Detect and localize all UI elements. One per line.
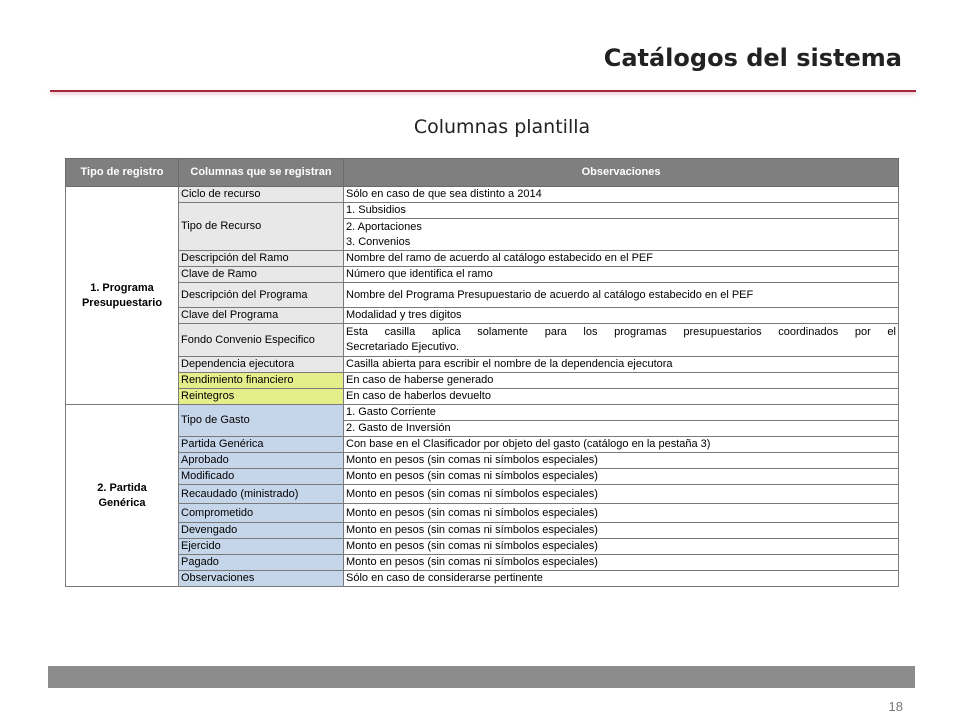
group-label-line: 1. Programa bbox=[90, 281, 154, 294]
column-name-cell: Pagado bbox=[179, 555, 344, 571]
observation-cell: Monto en pesos (sin comas ni símbolos especiales) bbox=[344, 485, 899, 504]
column-name-cell: Clave de Ramo bbox=[179, 267, 344, 283]
table-row bbox=[66, 539, 899, 555]
table-row bbox=[66, 437, 899, 453]
table-row bbox=[66, 555, 899, 571]
column-name-cell: Partida Genérica bbox=[179, 437, 344, 453]
column-name-cell: Comprometido bbox=[179, 504, 344, 523]
table-row bbox=[66, 504, 899, 523]
observation-cell: Sólo en caso de considerarse pertinente bbox=[344, 571, 899, 587]
column-name-cell: Descripción del Programa bbox=[179, 283, 344, 308]
table-row bbox=[66, 251, 899, 267]
column-name-cell: Fondo Convenio Especifico bbox=[179, 324, 344, 357]
footer-bar bbox=[48, 666, 915, 688]
observation-cell: En caso de haberlos devuelto bbox=[344, 389, 899, 405]
table-row bbox=[66, 373, 899, 389]
table-row bbox=[66, 523, 899, 539]
observation-cell: Casilla abierta para escribir el nombre de la dependencia ejecutora bbox=[344, 357, 899, 373]
table-row bbox=[66, 453, 899, 469]
table-row bbox=[66, 324, 899, 357]
column-name-cell: Reintegros bbox=[179, 389, 344, 405]
table-row bbox=[66, 405, 899, 421]
group-partida-generica bbox=[66, 405, 179, 587]
column-name-cell: Modificado bbox=[179, 469, 344, 485]
header-observaciones: Observaciones bbox=[344, 159, 899, 187]
group-label-line: Presupuestario bbox=[81, 296, 163, 309]
table-header-row bbox=[66, 159, 899, 187]
observation-cell bbox=[344, 324, 899, 357]
group-label-line: Genérica bbox=[98, 496, 146, 509]
table-row bbox=[66, 389, 899, 405]
table-row bbox=[66, 485, 899, 504]
group-label-line: 2. Partida bbox=[97, 481, 147, 494]
observation-cell: 3. Convenios bbox=[344, 235, 899, 251]
column-name-cell: Tipo de Gasto bbox=[179, 405, 344, 437]
column-name-cell: Ejercido bbox=[179, 539, 344, 555]
observation-cell: 1. Gasto Corriente bbox=[344, 405, 899, 421]
table-row bbox=[66, 308, 899, 324]
header-columnas: Columnas que se registran bbox=[179, 159, 344, 187]
table-row bbox=[66, 203, 899, 219]
observation-cell: Nombre del ramo de acuerdo al catálogo estabecido en el PEF bbox=[344, 251, 899, 267]
table-row bbox=[66, 357, 899, 373]
observation-cell: Monto en pesos (sin comas ni símbolos especiales) bbox=[344, 504, 899, 523]
column-name-cell: Devengado bbox=[179, 523, 344, 539]
observation-cell: Monto en pesos (sin comas ni símbolos especiales) bbox=[344, 523, 899, 539]
observation-cell: Nombre del Programa Presupuestario de acuerdo al catálogo estabecido en el PEF bbox=[344, 283, 899, 308]
group-programa-presupuestario bbox=[66, 187, 179, 405]
column-name-cell: Observaciones bbox=[179, 571, 344, 587]
observation-cell: Monto en pesos (sin comas ni símbolos especiales) bbox=[344, 539, 899, 555]
page-number: 18 bbox=[888, 699, 903, 714]
table-row bbox=[66, 469, 899, 485]
column-name-cell: Aprobado bbox=[179, 453, 344, 469]
column-name-cell: Dependencia ejecutora bbox=[179, 357, 344, 373]
table-row bbox=[66, 283, 899, 308]
slide-title: Catálogos del sistema bbox=[603, 44, 902, 72]
observation-cell: 2. Gasto de Inversión bbox=[344, 421, 899, 437]
observation-line: Secretariado Ejecutivo. bbox=[346, 341, 460, 353]
observation-cell: En caso de haberse generado bbox=[344, 373, 899, 389]
column-name-cell: Rendimiento financiero bbox=[179, 373, 344, 389]
observation-cell: Número que identifica el ramo bbox=[344, 267, 899, 283]
observation-cell: Modalidad y tres digitos bbox=[344, 308, 899, 324]
catalog-table bbox=[65, 158, 899, 587]
observation-line: Esta casilla aplica solamente para los programas presupuestarios coordinados por el bbox=[346, 326, 896, 338]
column-name-cell: Tipo de Recurso bbox=[179, 203, 344, 251]
column-name-cell: Descripción del Ramo bbox=[179, 251, 344, 267]
table-row bbox=[66, 571, 899, 587]
observation-cell: Sólo en caso de que sea distinto a 2014 bbox=[344, 187, 899, 203]
observation-cell: Monto en pesos (sin comas ni símbolos especiales) bbox=[344, 555, 899, 571]
observation-cell: 2. Aportaciones bbox=[344, 219, 899, 236]
slide-subtitle: Columnas plantilla bbox=[413, 116, 591, 138]
observation-cell: 1. Subsidios bbox=[344, 203, 899, 219]
table-row bbox=[66, 187, 899, 203]
column-name-cell: Clave del Programa bbox=[179, 308, 344, 324]
column-name-cell: Ciclo de recurso bbox=[179, 187, 344, 203]
header-tipo-registro: Tipo de registro bbox=[66, 159, 179, 187]
table-row bbox=[66, 267, 899, 283]
observation-cell: Monto en pesos (sin comas ni símbolos especiales) bbox=[344, 453, 899, 469]
title-rule bbox=[50, 90, 916, 92]
column-name-cell: Recaudado (ministrado) bbox=[179, 485, 344, 504]
observation-cell: Con base en el Clasificador por objeto del gasto (catálogo en la pestaña 3) bbox=[344, 437, 899, 453]
observation-cell: Monto en pesos (sin comas ni símbolos especiales) bbox=[344, 469, 899, 485]
